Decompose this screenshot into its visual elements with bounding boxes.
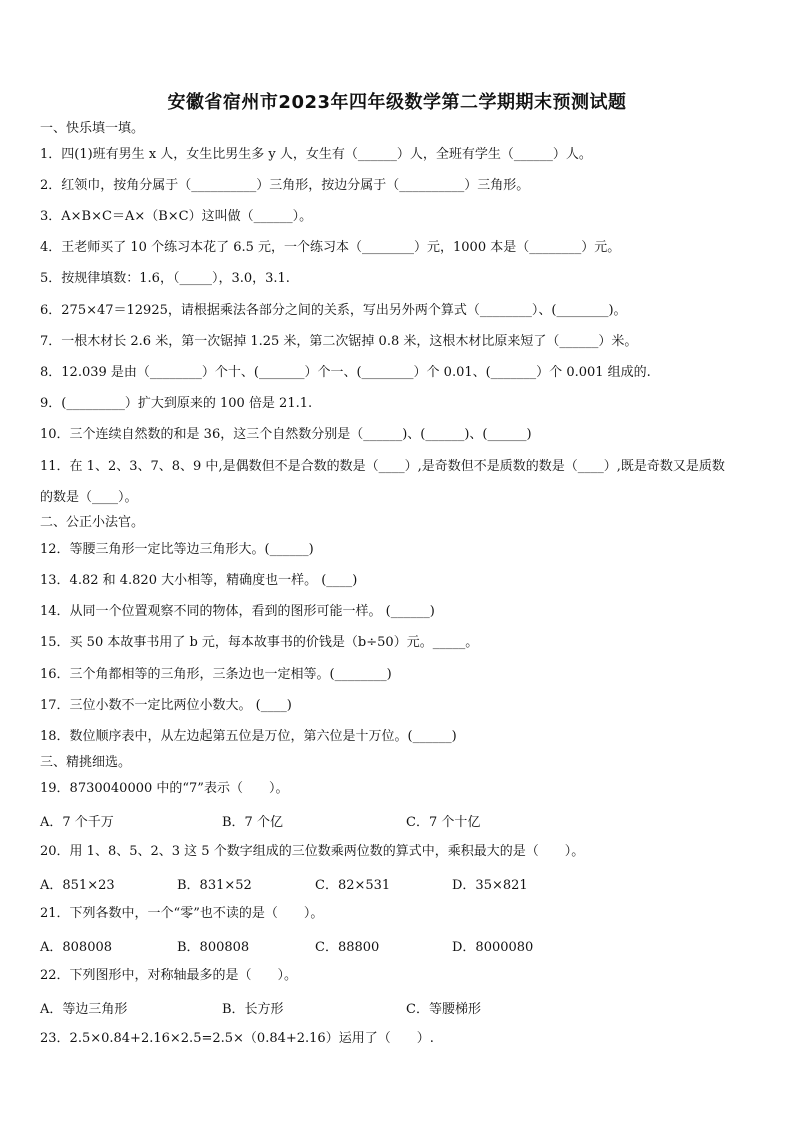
question-4: 4．王老师买了 10 个练习本花了 6.5 元，一个练习本（________）元，1000 本是（________）元。 xyxy=(40,240,621,255)
question-9: 9．(_________）扩大到原来的 100 倍是 21.1. xyxy=(40,396,313,411)
question-5: 5．按规律填数：1.6，（_____），3.0，3.1. xyxy=(40,271,290,286)
question-19: 19．8730040000 中的“7”表示（ ）。 xyxy=(40,781,289,796)
option-c: C．7 个十亿 xyxy=(406,815,481,830)
option-a: A．851×23 xyxy=(40,878,115,893)
question-13: 13．4.82 和 4.820 大小相等，精确度也一样。 (____) xyxy=(40,573,358,588)
question-6: 6．275×47＝12925，请根据乘法各部分之间的关系，写出另外两个算式（________）、(________)。 xyxy=(40,303,627,318)
question-11-continued: 的数是（____）。 xyxy=(40,490,138,505)
question-8: 8．12.039 是由（________）个十、(_______）个一、(________）个 0.01、(_______）个 0.001 组成的. xyxy=(40,365,651,380)
question-7: 7．一根木材长 2.6 米，第一次锯掉 1.25 米，第二次锯掉 0.8 米，这根木材比原来短了（______）米。 xyxy=(40,334,638,349)
option-b: B．831×52 xyxy=(177,878,252,893)
question-22: 22．下列图形中，对称轴最多的是（ ）。 xyxy=(40,968,298,983)
section-heading-multiple-choice: 三、精挑细选。 xyxy=(40,755,132,770)
question-16: 16．三个角都相等的三角形，三条边也一定相等。(________) xyxy=(40,667,392,682)
option-c: C．82×531 xyxy=(315,878,391,893)
question-15: 15．买 50 本故事书用了 b 元，每本故事书的价钱是（b÷50）元。_____。 xyxy=(40,635,479,650)
question-3: 3．A×B×C＝A×（B×C）这叫做（______）。 xyxy=(40,209,313,224)
option-c: C．等腰梯形 xyxy=(406,1002,481,1017)
question-23: 23．2.5×0.84+2.16×2.5=2.5×（0.84+2.16）运用了（ ）. xyxy=(40,1031,434,1046)
question-20-options xyxy=(40,874,760,892)
option-b: B．800808 xyxy=(177,940,250,955)
question-18: 18．数位顺序表中，从左边起第五位是万位，第六位是十万位。(______) xyxy=(40,729,457,744)
question-14: 14．从同一个位置观察不同的物体，看到的图形可能一样。 (______) xyxy=(40,604,435,619)
option-b: B．7 个亿 xyxy=(222,815,283,830)
option-d: D．8000080 xyxy=(452,940,534,955)
question-17: 17．三位小数不一定比两位小数大。 (____) xyxy=(40,698,292,713)
page-title: 安徽省宿州市2023年四年级数学第二学期期末预测试题 xyxy=(167,92,627,113)
question-2: 2．红领巾，按角分属于（__________）三角形，按边分属于（__________）三角形。 xyxy=(40,178,530,193)
question-19-options xyxy=(40,811,760,829)
question-1: 1．四(1)班有男生 x 人，女生比男生多 y 人，女生有（______）人，全班有学生（______）人。 xyxy=(40,147,592,162)
question-21-options xyxy=(40,936,760,954)
option-a: A．808008 xyxy=(40,940,113,955)
option-d: D．35×821 xyxy=(452,878,528,893)
question-10: 10．三个连续自然数的和是 36，这三个自然数分别是（______)、(______)、(______) xyxy=(40,427,532,442)
question-22-options xyxy=(40,998,760,1016)
question-21: 21．下列各数中，一个“零”也不读的是（ ）。 xyxy=(40,906,324,921)
question-12: 12．等腰三角形一定比等边三角形大。(______) xyxy=(40,542,314,557)
question-11: 11．在 1、2、3、7、8、9 中,是偶数但不是合数的数是（____）,是奇数但不是质数的数是（____）,既是奇数又是质数 xyxy=(40,459,725,474)
section-heading-fill-in: 一、快乐填一填。 xyxy=(40,121,145,136)
option-c: C．88800 xyxy=(315,940,380,955)
option-b: B．长方形 xyxy=(222,1002,284,1017)
option-a: A．7 个千万 xyxy=(40,815,114,830)
option-a: A．等边三角形 xyxy=(40,1002,128,1017)
question-20: 20．用 1、8、5、2、3 这 5 个数字组成的三位数乘两位数的算式中，乘积最大的是（ ）。 xyxy=(40,844,585,859)
section-heading-true-false: 二、公正小法官。 xyxy=(40,515,145,530)
